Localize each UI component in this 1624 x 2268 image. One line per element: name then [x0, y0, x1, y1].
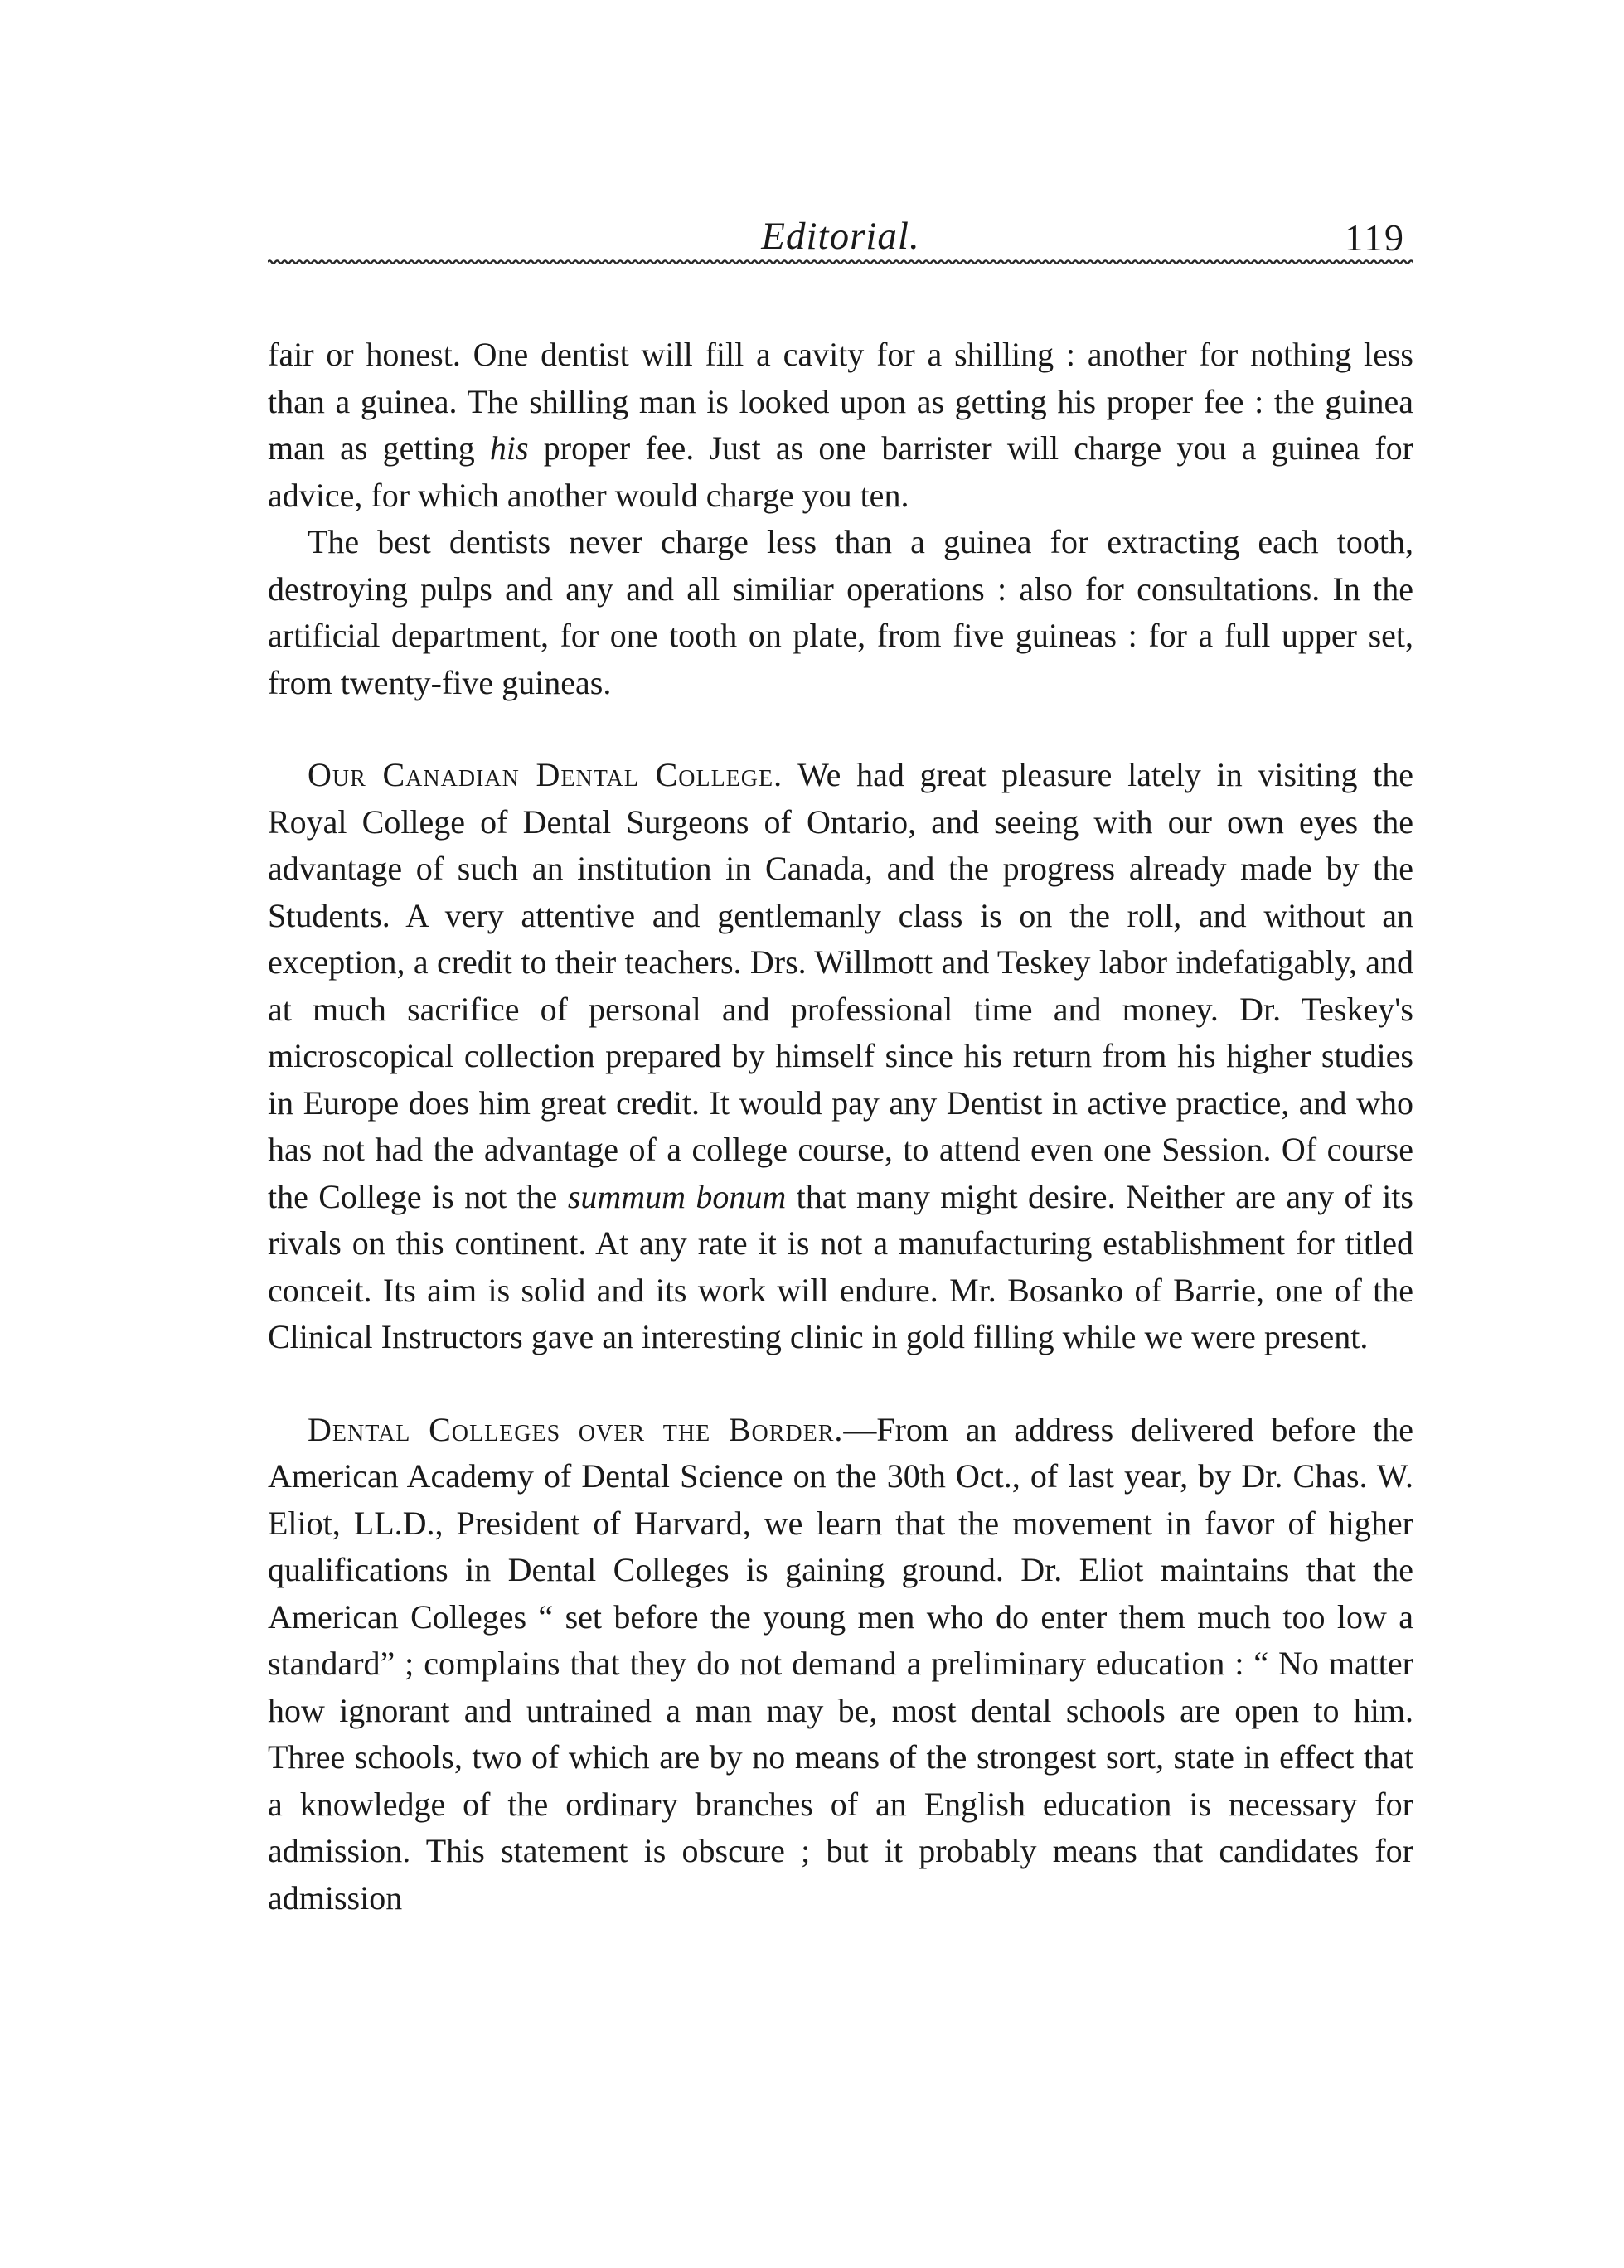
running-title: Editorial. [761, 215, 920, 258]
section-heading: Our Canadian Dental College. [308, 756, 783, 793]
section-heading: Dental Colleges over the Border. [308, 1410, 844, 1448]
italic-phrase: his [489, 429, 529, 467]
page-number: 119 [1344, 216, 1405, 259]
section-dental-colleges-over-border: Dental Colleges over the Border.—From an address delivered before the American Academy of Dental Science on the 30th Oct., of last year, by Dr. Chas. W. Eliot, LL.D., President of Harvard, we learn that the movement in favor of higher qualifications in Dental Colleges is gaining ground. Dr. Eliot maintains that the American Colleges “ set before the young men who do enter them much too low a standard” ; complains that they do not demand a preliminary education : “ No matter how ignorant and untrained a man may be, most dental schools are open to him. Three schools, two of which are by no means of the strongest sort, state in effect that a knowledge of the ordinary branches of an English education is necessary for admission. This statement is obscure ; but it probably means that candidates for admission [268, 1410, 1413, 1917]
wavy-rule-divider [268, 254, 1413, 270]
article-body [268, 332, 1413, 1922]
italic-phrase: summum bonum [567, 1177, 787, 1215]
paragraph-best-dentists: The best dentists never charge less than a guinea for extracting each tooth, destroying pulps and any and all similiar operations : also for consultations. In the artificial department, for one tooth on plate, from five guineas : for a full upper set, from twenty-five guineas. [268, 523, 1413, 701]
paragraph-guinea-fees: fair or honest. One dentist will fill a cavity for a shilling : another for nothing less than a guinea. The shilling man is looked upon as getting his proper fee : the guinea man as getting his proper fee. Just as one barrister will charge you a guinea for advice, for which another would charge you ten. [268, 336, 1413, 514]
section-canadian-dental-college: Our Canadian Dental College. We had great pleasure lately in visiting the Royal College of Dental Surgeons of Ontario, and seeing with our own eyes the advantage of such an institution in Canada, and the progress already made by the Students. A very attentive and gentlemanly class is on the roll, and without an exception, a credit to their teachers. Drs. Willmott and Teskey labor indefatigably, and at much sacrifice of personal and professional time and money. Dr. Teskey's microscopical collection prepared by himself since his return from his higher studies in Europe does him great credit. It would pay any Dentist in active practice, and who has not had the advantage of a college course, to attend even one Session. Of course the College is not the summum bonum that many might desire. Neither are any of its rivals on this continent. At any rate it is not a manufacturing establishment for titled conceit. Its aim is solid and its work will endure. Mr. Bosanko of Barrie, one of the Clinical Instructors gave an interesting clinic in gold filling while we were present. [268, 756, 1413, 1355]
